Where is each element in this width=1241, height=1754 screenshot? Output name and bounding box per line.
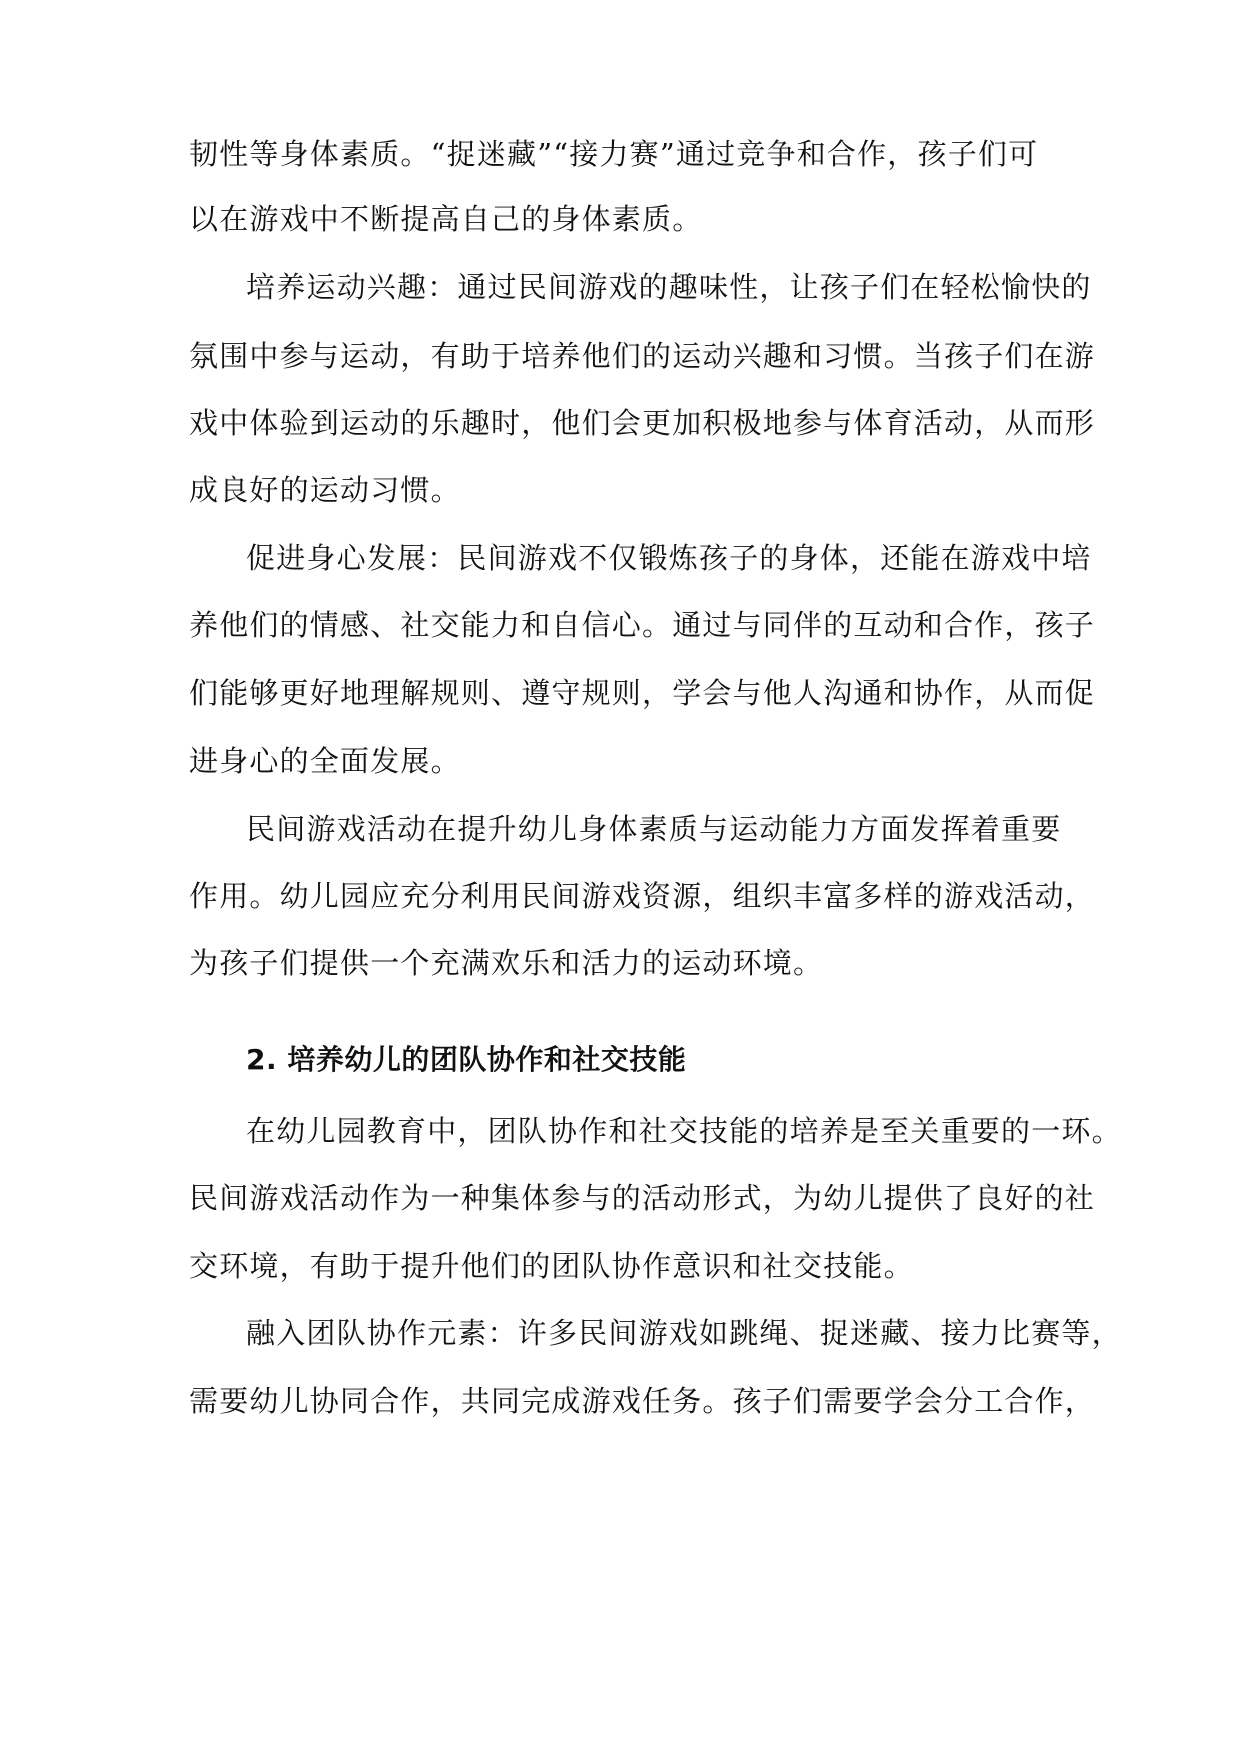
text-line: 民间游戏活动在提升幼儿身体素质与运动能力方面发挥着重要	[246, 812, 1062, 846]
text-line: 成良好的运动习惯。	[189, 473, 461, 507]
text-line: 进身心的全面发展。	[189, 744, 461, 778]
text-line: 氛围中参与运动，有助于培养他们的运动兴趣和习惯。当孩子们在游	[189, 339, 1096, 373]
text-line: 需要幼儿协同合作，共同完成游戏任务。孩子们需要学会分工合作，	[189, 1384, 1096, 1418]
text-line: 培养运动兴趣：通过民间游戏的趣味性，让孩子们在轻松愉快的	[246, 270, 1092, 304]
text-line: 促进身心发展：民间游戏不仅锻炼孩子的身体，还能在游戏中培	[246, 541, 1092, 575]
text-line: 戏中体验到运动的乐趣时，他们会更加积极地参与体育活动，从而形	[189, 406, 1096, 440]
text-line: 们能够更好地理解规则、遵守规则，学会与他人沟通和协作，从而促	[189, 676, 1096, 710]
text-line: 作用。幼儿园应充分利用民间游戏资源，组织丰富多样的游戏活动，	[189, 879, 1096, 913]
text-line: 交环境，有助于提升他们的团队协作意识和社交技能。	[189, 1249, 914, 1283]
text-line: 韧性等身体素质。“捉迷藏”“接力赛”通过竞争和合作，孩子们可	[189, 137, 1039, 171]
text-line: 民间游戏活动作为一种集体参与的活动形式，为幼儿提供了良好的社	[189, 1181, 1096, 1215]
text-line: 养他们的情感、社交能力和自信心。通过与同伴的互动和合作，孩子	[189, 608, 1096, 642]
text-line: 为孩子们提供一个充满欢乐和活力的运动环境。	[189, 946, 824, 980]
text-line: 以在游戏中不断提高自己的身体素质。	[189, 202, 703, 236]
text-line: 融入团队协作元素：许多民间游戏如跳绳、捉迷藏、接力比赛等，	[246, 1316, 1122, 1350]
section-heading: 2. 培养幼儿的团队协作和社交技能	[246, 1043, 687, 1076]
text-line: 在幼儿园教育中，团队协作和社交技能的培养是至关重要的一环。	[246, 1114, 1122, 1148]
